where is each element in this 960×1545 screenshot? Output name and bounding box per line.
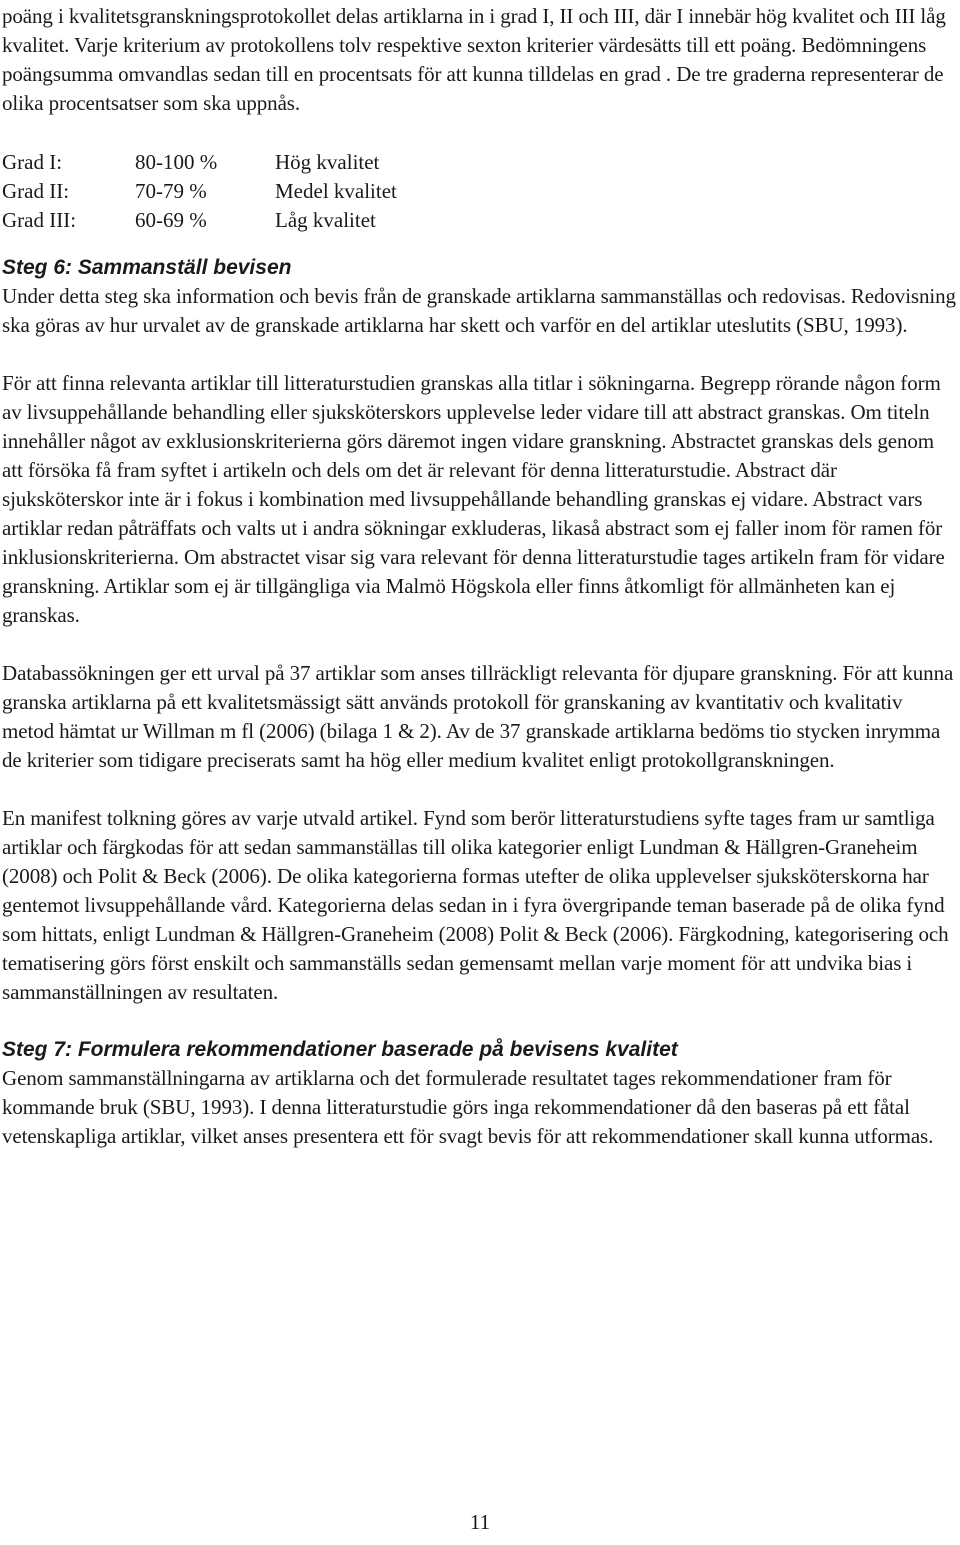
grade-quality: Hög kvalitet	[275, 150, 380, 174]
grade-label: Grad III:	[2, 208, 77, 232]
grade-range: 60-69 %	[135, 208, 207, 232]
step6-paragraph: Databassökningen ger ett urval på 37 artiklar som anses tillräckligt relevanta för djupare granskning. För att kunna granska artiklarna på ett kvalitetsmässigt sätt används protokoll för granskaning av kvantitativ och kvalitativ metod hämtat ur Willman m fl (2006) (bilaga 1 & 2). Av de 37 granskade artiklarna bedöms tio stycken inrymma de kriterier som tidigare preciserats samt ha hög eller medium kvalitet enligt protokollgranskningen.	[2, 661, 954, 772]
step7-heading: Steg 7: Formulera rekommendationer baserade på bevisens kvalitet	[2, 1038, 678, 1061]
grade-quality: Medel kvalitet	[275, 179, 397, 203]
grade-row	[2, 177, 958, 206]
page-number: 11	[469, 1510, 491, 1534]
grade-label: Grad II:	[2, 179, 70, 203]
step7-paragraph: Genom sammanställningarna av artiklarna och det formulerade resultatet tages rekommendationer fram för kommande bruk (SBU, 1993). I denna litteraturstudie görs inga rekommendationer då den baseras på ett fåtal vetenskapliga artiklar, vilket anses presentera ett för svagt bevis för att rekommendationer skall kunna utformas.	[2, 1066, 934, 1148]
step6-paragraph: För att finna relevanta artiklar till litteraturstudien granskas alla titlar i sökningarna. Begrepp rörande någon form av livsuppehållande behandling eller sjuksköterskors upplevelse leder vidare till att abstract granskas. Om titeln innehåller något av exklusionskriterierna görs däremot ingen vidare granskning. Abstractet granskas dels genom att försöka få fram syftet i artikeln och dels om det är relevant för denna litteraturstudie. Abstract där sjuksköterskor inte är i fokus i kombination med livsuppehållande behandling granskas ej vidare. Abstract vars artiklar redan påträffats och valts ut i andra sökningar exkluderas, likaså abstract som ej faller inom för ramen för inklusionskriterierna. Om abstractet visar sig vara relevant för denna litteraturstudie tages artikeln fram för vidare granskning. Artiklar som ej är tillgängliga via Malmö Högskola eller finns åtkomligt för allmänheten kan ej granskas.	[2, 371, 945, 627]
intro-paragraph: poäng i kvalitetsgranskningsprotokollet delas artiklarna in i grad I, II och III, där I innebär hög kvalitet och III låg kvalitet. Varje kriterium av protokollens tolv respektive sexton kriterier värdesätts till ett poäng. Bedömningens poängsumma omvandlas sedan till en procentsats för att kunna tilldelas en grad . De tre graderna representerar de olika procentsatser som ska uppnås.	[2, 4, 946, 115]
grade-range: 70-79 %	[135, 179, 207, 203]
grade-range: 80-100 %	[135, 150, 218, 174]
grade-row	[2, 148, 958, 177]
grade-label: Grad I:	[2, 150, 63, 174]
step6-paragraph: Under detta steg ska information och bevis från de granskade artiklarna sammanställas och redovisas. Redovisning ska göras av hur urvalet av de granskade artiklarna har skett och varför en del artiklar uteslutits (SBU, 1993).	[2, 284, 956, 337]
grade-row	[2, 206, 958, 235]
step6-heading: Steg 6: Sammanställ bevisen	[2, 256, 292, 279]
page-content	[2, 0, 958, 1151]
step6-paragraph: En manifest tolkning göres av varje utvald artikel. Fynd som berör litteraturstudiens syfte tages fram ur samtliga artiklar och färgkodas för att sedan sammanställas till olika kategorier enligt Lundman & Hällgren-Graneheim (2008) och Polit & Beck (2006). De olika kategorierna formas utefter de olika upplevelser sjuksköterskorna har gentemot livsuppehållande vård. Kategorierna delas sedan in i fyra övergripande teman baserade på de olika fynd som hittats, enligt Lundman & Hällgren-Graneheim (2008) Polit & Beck (2006). Färgkodning, kategorisering och tematisering görs först enskilt och sammanställs sedan gemensamt mellan varje moment för att undvika bias i sammanställningen av resultaten.	[2, 806, 949, 1004]
grade-table	[2, 148, 958, 235]
grade-quality: Låg kvalitet	[275, 208, 376, 232]
